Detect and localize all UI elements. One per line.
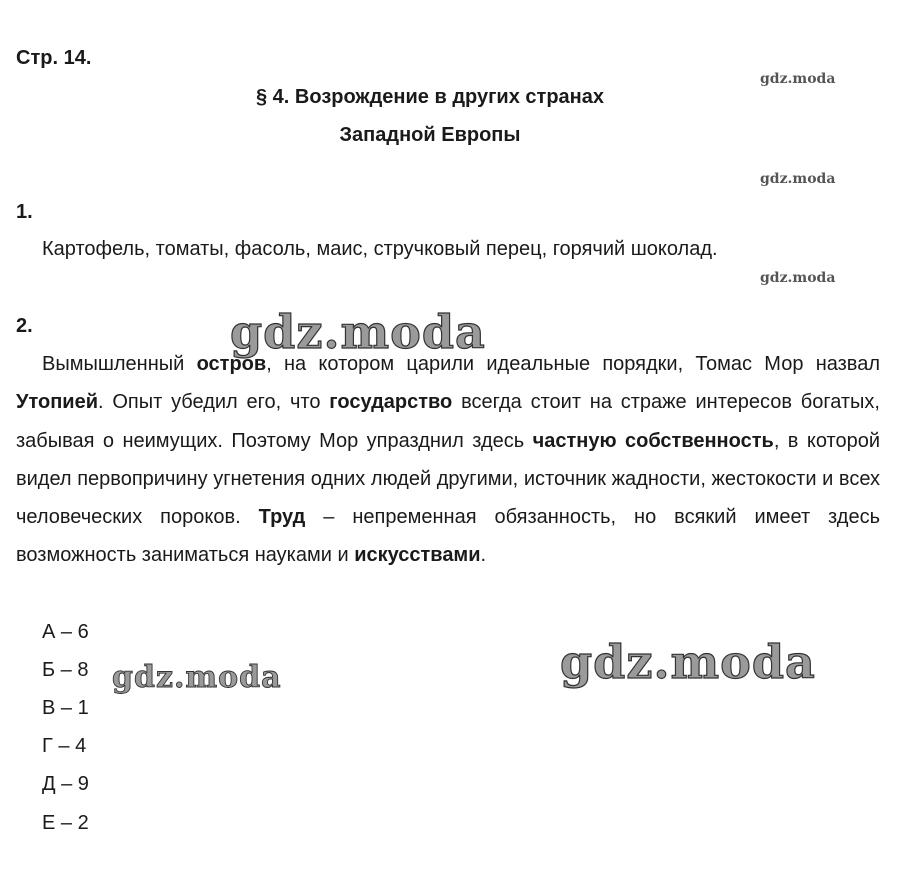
term-state: государство — [329, 391, 453, 414]
match-item: Б – 8 — [42, 659, 89, 681]
text-run: , на котором царили идеальные порядки, Томас Мор назвал — [266, 353, 881, 375]
watermark-small: gdz.moda — [760, 71, 836, 87]
page-reference: Стр. 14. — [16, 47, 92, 69]
term-arts: искусствами — [354, 544, 481, 567]
match-item: А – 6 — [42, 621, 89, 643]
section-title-line-2: Западной Европы — [339, 124, 521, 146]
text-run: . Опыт убедил его, что — [97, 391, 330, 414]
watermark-large: gdz.moda — [560, 635, 816, 689]
text-run: , в которой видел первопричину угнетения одних людей другими, источник жадности, жестокости и всех человеческих пороков. — [16, 429, 880, 529]
watermark-large: gdz.moda — [230, 305, 486, 359]
text-run: – непременная обязанность, но всякий имеет здесь возможность заниматься науками и — [16, 506, 881, 567]
match-item: Г – 4 — [42, 735, 87, 757]
text-run: всегда стоит на страже интересов богатых, забывая о неимущих. Поэтому Мор упразднил здесь — [16, 391, 880, 452]
task-1-number: 1. — [16, 201, 33, 223]
term-island: остров — [196, 353, 267, 375]
watermark-small: gdz.moda — [760, 171, 836, 187]
task-2-paragraph — [16, 345, 880, 575]
text-run: Вымышленный — [42, 353, 197, 375]
task-1-answer: Картофель, томаты, фасоль, маис, стручковый перец, горячий шоколад. — [42, 238, 718, 260]
term-private-property: частную собственность — [532, 429, 774, 452]
section-title-line-1: § 4. Возрождение в других странах — [256, 86, 604, 108]
term-labor: Труд — [258, 506, 306, 529]
term-utopia: Утопией — [16, 391, 98, 414]
text-run: . — [480, 544, 487, 567]
match-item: Е – 2 — [42, 812, 89, 834]
task-2-number: 2. — [16, 315, 33, 337]
match-item: В – 1 — [42, 697, 89, 719]
watermark-small: gdz.moda — [760, 270, 836, 286]
match-item: Д – 9 — [42, 773, 89, 795]
watermark-medium: gdz.moda — [112, 660, 282, 695]
